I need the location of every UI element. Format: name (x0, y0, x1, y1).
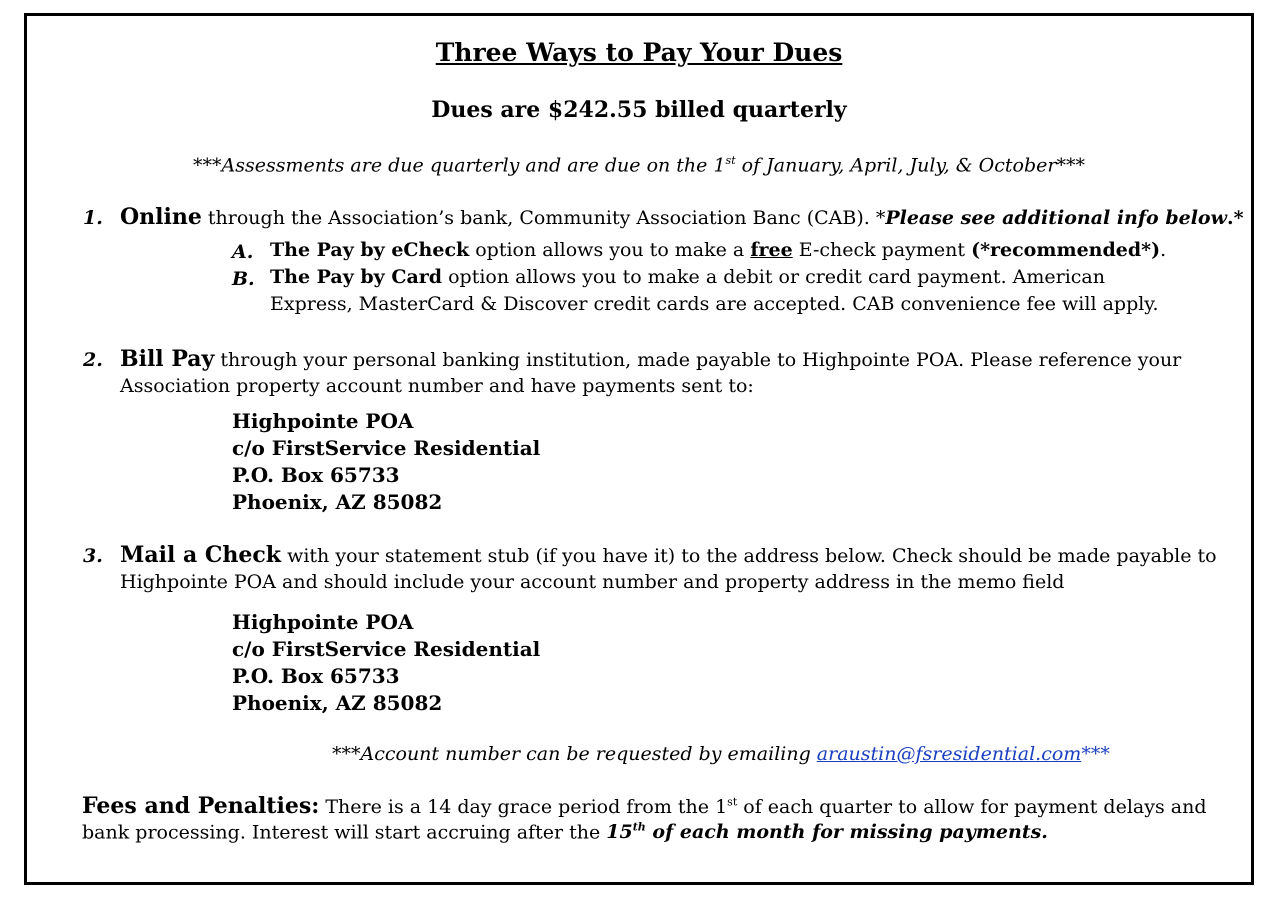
card-text: option allows you to make a debit or credit card payment. American (442, 266, 1105, 288)
option3-line2: Highpointe POA and should include your account number and property address in the memo field (120, 571, 1065, 593)
option1-tail: .* (1226, 207, 1244, 229)
echeck-end: . (1160, 239, 1167, 261)
option3-address (232, 609, 540, 717)
address-line: Highpointe POA (232, 610, 414, 634)
option1-emphasis: Please see additional info below (885, 207, 1227, 229)
address-line: Phoenix, AZ 85082 (232, 490, 443, 514)
account-note-end: *** (1081, 743, 1110, 765)
option2-address (232, 408, 540, 516)
account-note-text: ***Account number can be requested by emailing (332, 743, 817, 765)
option1-sub-b-line1 (270, 266, 1105, 288)
address-line: c/o FirstService Residential (232, 436, 541, 460)
free-label: free (750, 239, 793, 261)
option1-sub-b-line2: Express, MasterCard & Discover credit cards are accepted. CAB convenience fee will apply. (270, 293, 1159, 315)
address-line: c/o FirstService Residential (232, 637, 541, 661)
option3-heading: Mail a Check (120, 542, 282, 568)
echeck-text-2: E-check payment (792, 239, 972, 261)
notice-text: ***Assessments are due quarterly and are due on the 1 (193, 154, 726, 177)
fees-emphasis: of each month for missing payments. (645, 821, 1048, 844)
fees-text-3: bank processing. Interest will start accruing after the (82, 821, 607, 844)
option1-sub-a-line (270, 239, 1166, 261)
option1-line (120, 204, 1244, 230)
option2-number: 2. (83, 349, 103, 371)
notice-text-end: of January, April, July, & October*** (735, 154, 1085, 177)
account-number-note (332, 743, 1110, 765)
option1-text: through the Association’s bank, Community Association Banc (CAB). * (201, 207, 886, 229)
fees-text-2: of each quarter to allow for payment delays and (737, 796, 1207, 818)
fees-line2 (82, 821, 1048, 843)
address-line: Highpointe POA (232, 409, 414, 433)
card-label: The Pay by Card (270, 266, 443, 288)
option3-number: 3. (83, 545, 103, 567)
option2-line2: Association property account number and have payments sent to: (120, 375, 754, 397)
echeck-text: option allows you to make a (469, 239, 751, 261)
recommended-label: (*recommended*) (971, 239, 1161, 261)
option2-line1 (120, 346, 1181, 372)
echeck-label: The Pay by eCheck (270, 239, 470, 261)
option1-sub-a-letter: A. (232, 241, 254, 263)
notice-superscript: st (725, 154, 736, 167)
address-line: P.O. Box 65733 (232, 664, 400, 688)
due-dates-notice (27, 154, 1251, 176)
option1-number: 1. (83, 207, 103, 229)
document-frame (24, 13, 1254, 885)
email-link[interactable]: araustin@fsresidential.com (816, 743, 1082, 765)
address-line: P.O. Box 65733 (232, 463, 400, 487)
fees-day-number: 15 (606, 821, 633, 844)
option1-sub-b-letter: B. (232, 268, 255, 290)
address-line: Phoenix, AZ 85082 (232, 691, 443, 715)
fees-heading: Fees and Penalties: (82, 793, 320, 819)
page-title: Three Ways to Pay Your Dues (435, 38, 843, 67)
fees-day-suffix: th (632, 821, 646, 834)
option1-heading: Online (120, 204, 202, 230)
option2-text: through your personal banking institution, made payable to Highpointe POA. Please reference your (214, 349, 1182, 371)
fees-text: There is a 14 day grace period from the 1 (319, 796, 728, 818)
fees-superscript: st (727, 795, 738, 809)
option3-line1 (120, 542, 1217, 568)
fees-line1 (82, 793, 1207, 819)
option3-text: with your statement stub (if you have it) to the address below. Check should be made payable to (281, 545, 1217, 567)
option2-heading: Bill Pay (120, 346, 215, 372)
dues-amount: Dues are $242.55 billed quarterly (431, 97, 847, 123)
